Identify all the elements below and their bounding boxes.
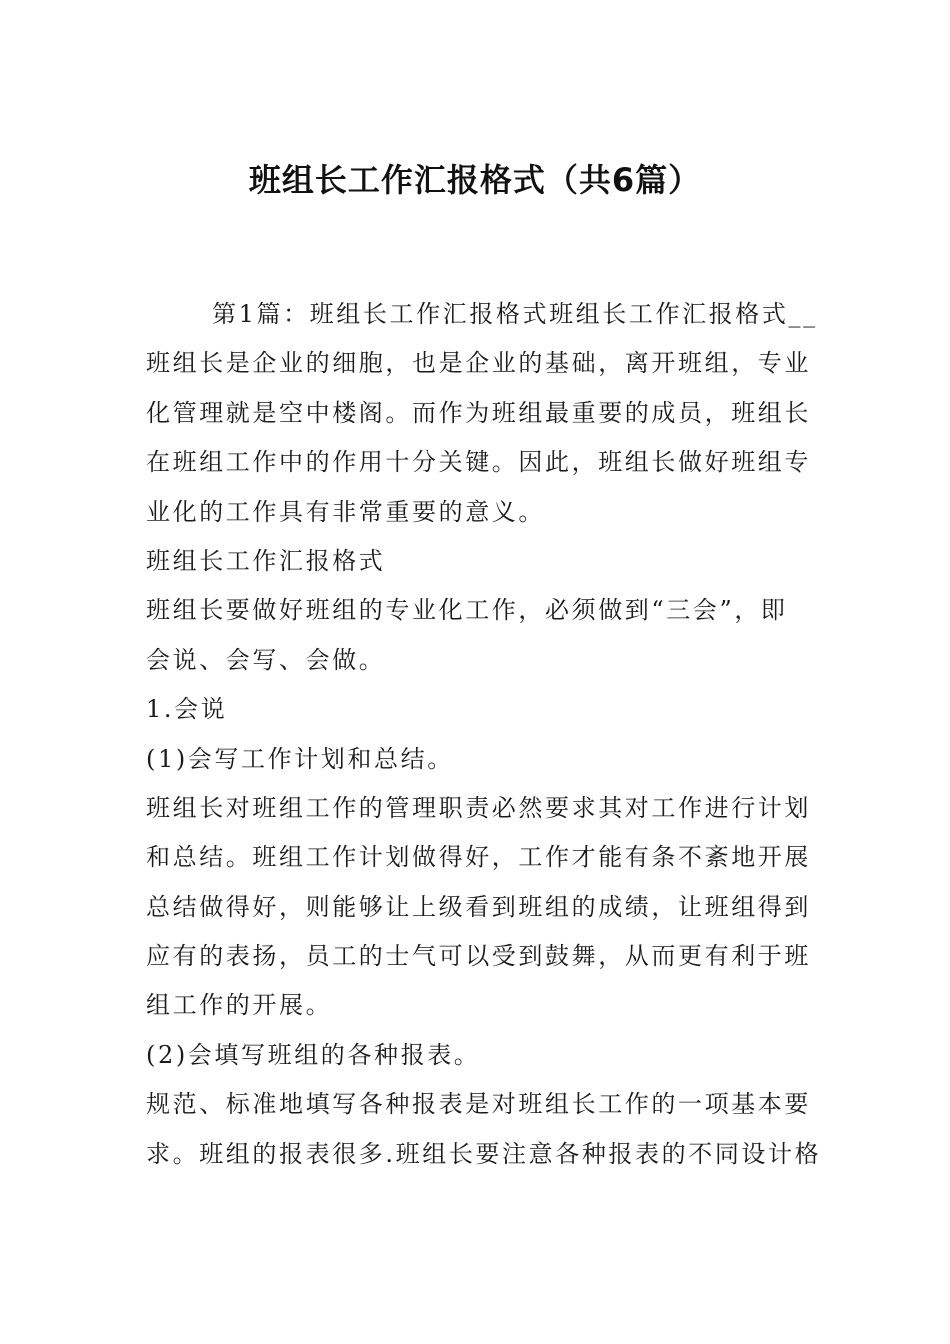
document-title: 班组长工作汇报格式（共6篇） <box>248 161 702 199</box>
paragraph-line: 班组长要做好班组的专业化工作，必须做到“三会”，即 <box>146 596 788 625</box>
paragraph-line: 第1篇：班组长工作汇报格式班组长工作汇报格式__ <box>212 300 818 328</box>
list-subheading: (2)会填写班组的各种报表。 <box>146 1040 481 1069</box>
paragraph-line: 化管理就是空中楼阁。而作为班组最重要的成员，班组长 <box>146 398 811 427</box>
paragraph-line: 班组长对班组工作的管理职责必然要求其对工作进行计划 <box>146 793 811 822</box>
paragraph-line: 业化的工作具有非常重要的意义。 <box>146 497 545 526</box>
paragraph-line: 班组长是企业的细胞，也是企业的基础，离开班组，专业 <box>146 349 811 378</box>
paragraph-line: 会说、会写、会做。 <box>146 645 386 674</box>
list-heading: 1.会说 <box>146 695 228 724</box>
paragraph-line: 规范、标准地填写各种报表是对班组长工作的一项基本要 <box>146 1090 811 1119</box>
document-body <box>146 290 822 1179</box>
paragraph-line: 求。班组的报表很多.班组长要注意各种报表的不同设计格 <box>146 1139 822 1168</box>
section-heading: 班组长工作汇报格式 <box>146 546 386 575</box>
paragraph-line: 应有的表扬，员工的士气可以受到鼓舞，从而更有利于班 <box>146 942 811 971</box>
paragraph-line: 在班组工作中的作用十分关键。因此，班组长做好班组专 <box>146 448 811 477</box>
paragraph-line: 组工作的开展。 <box>146 991 333 1020</box>
paragraph-line: 和总结。班组工作计划做得好，工作才能有条不紊地开展 <box>146 843 811 872</box>
list-subheading: (1)会写工作计划和总结。 <box>146 744 454 773</box>
paragraph-line: 总结做得好，则能够让上级看到班组的成绩，让班组得到 <box>146 892 811 921</box>
